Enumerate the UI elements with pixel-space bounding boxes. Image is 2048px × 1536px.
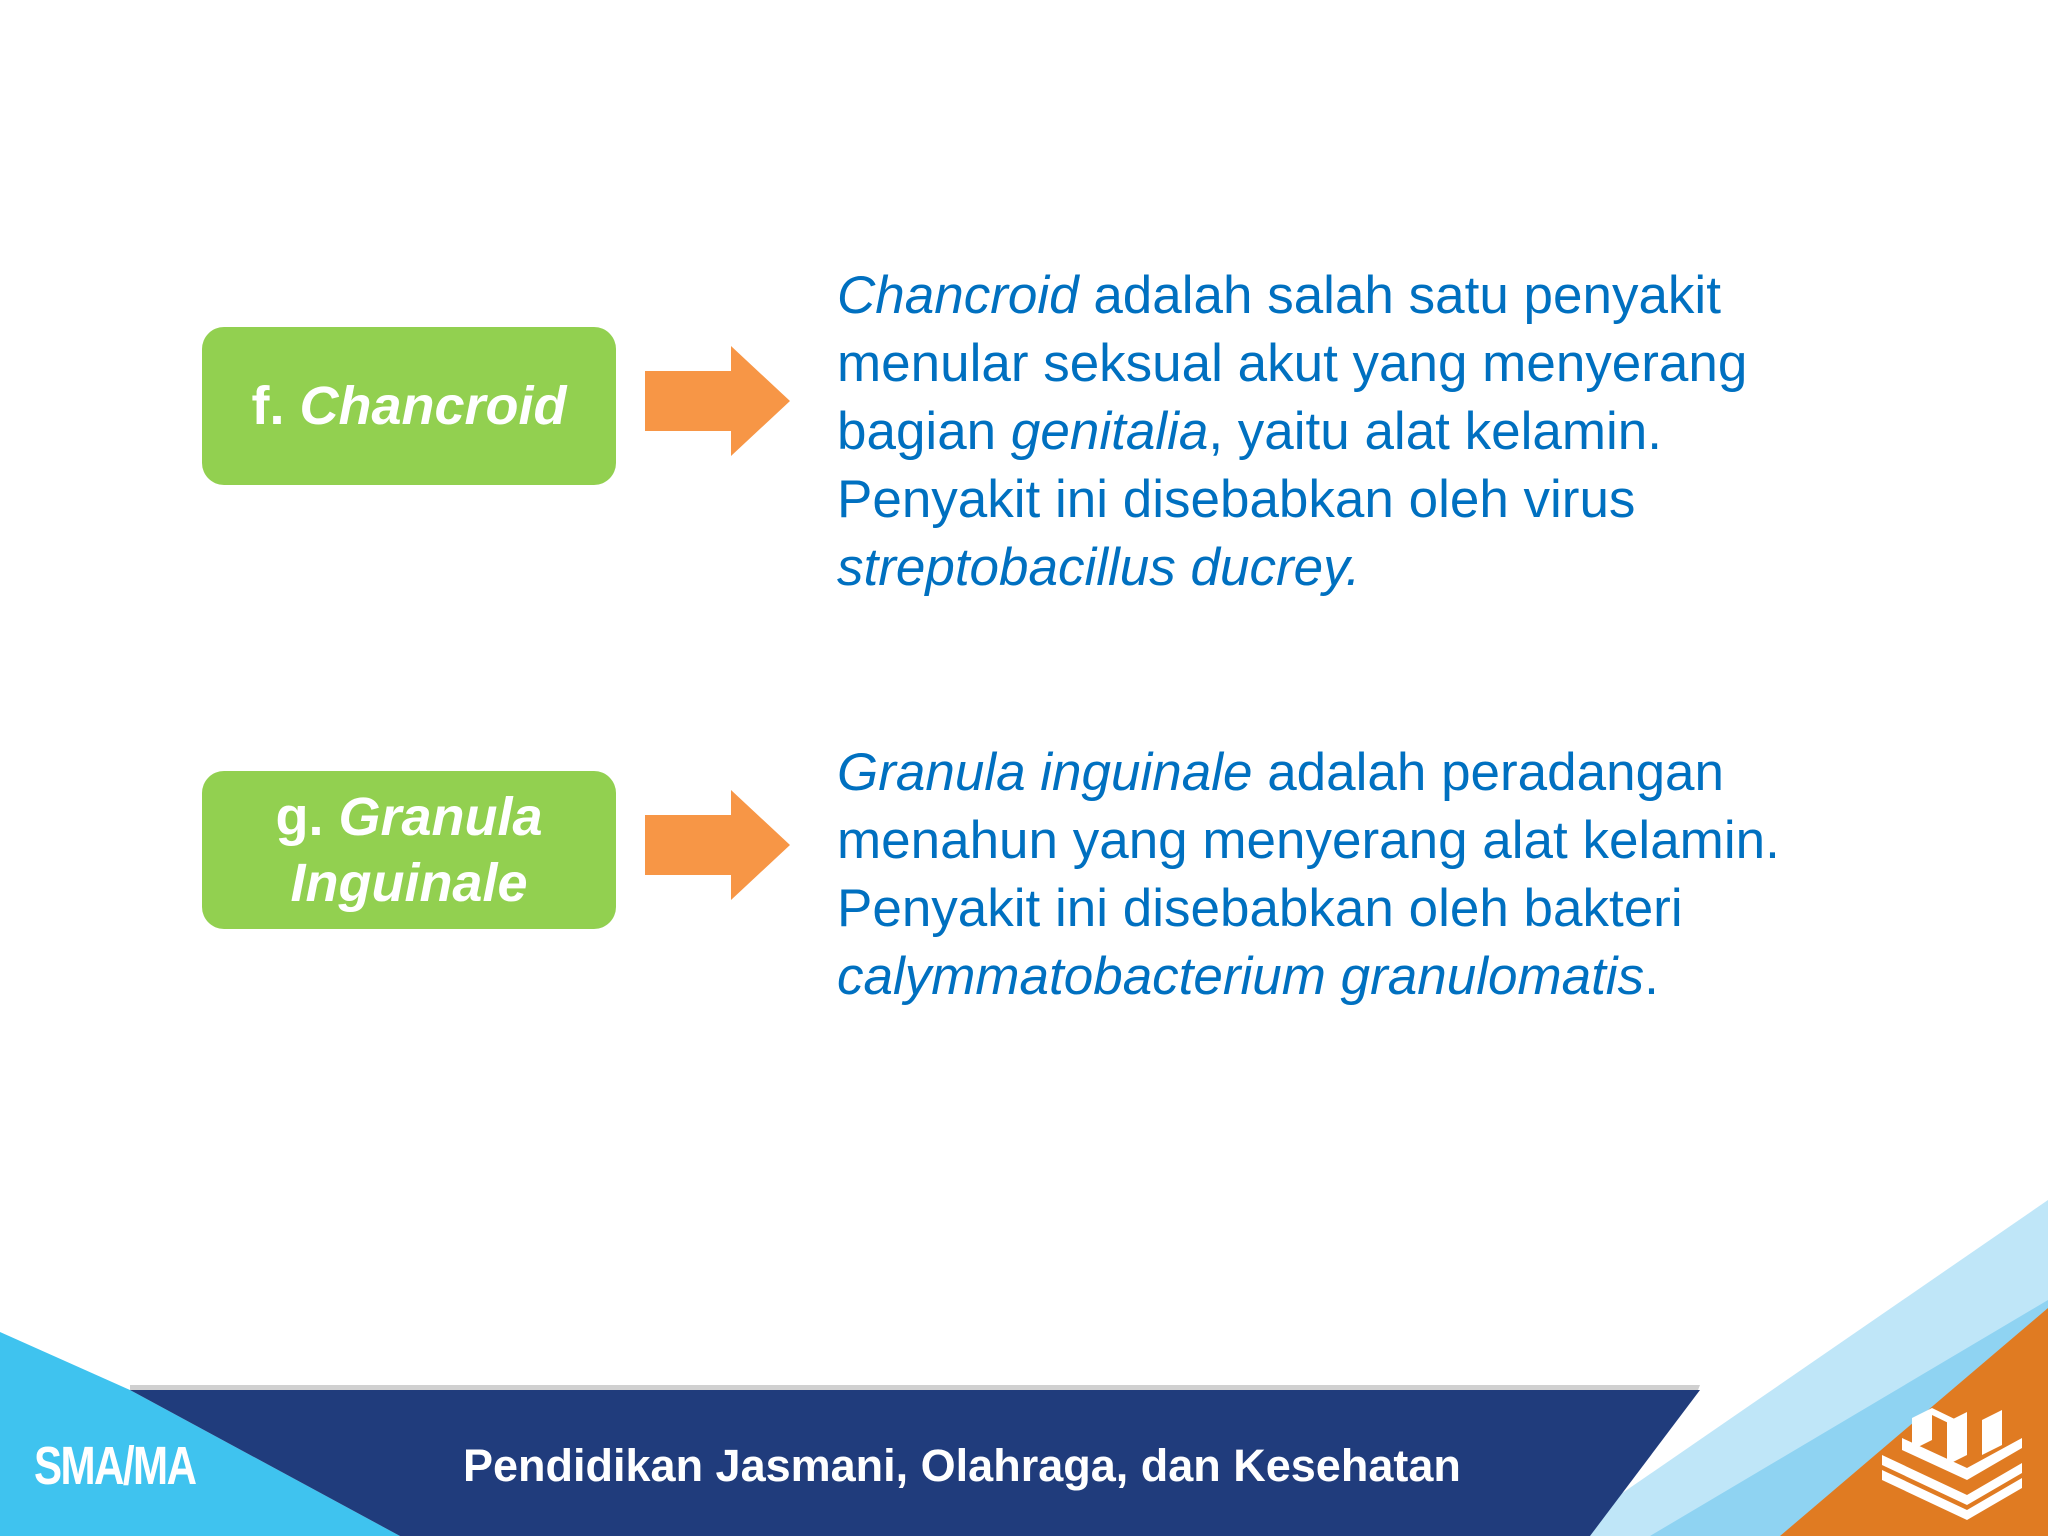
term-name: Chancroid xyxy=(299,376,567,436)
level-badge: SMA/MA xyxy=(34,1436,196,1496)
description-line: calymmatobacterium granulomatis. xyxy=(837,947,1659,1006)
right-arrow-icon xyxy=(645,790,790,900)
term-prefix: f. xyxy=(251,376,285,436)
description-line: Granula inguinale adalah peradangan xyxy=(837,743,1725,802)
term-box-granula-inguinale xyxy=(202,771,616,929)
book-logo-icon xyxy=(1872,1400,2032,1525)
description-granula-inguinale xyxy=(837,739,2027,1011)
term-name: Granula xyxy=(338,787,543,847)
description-line: bagian genitalia, yaitu alat kelamin. xyxy=(837,402,1662,461)
description-line: streptobacillus ducrey. xyxy=(837,538,1361,597)
description-line: Penyakit ini disebabkan oleh virus xyxy=(837,470,1636,529)
description-line: Chancroid adalah salah satu penyakit xyxy=(837,266,1721,325)
description-line: menular seksual akut yang menyerang xyxy=(837,334,1748,393)
right-arrow-icon xyxy=(645,346,790,456)
term-box-chancroid xyxy=(202,327,616,485)
description-chancroid xyxy=(837,262,2027,602)
description-line: menahun yang menyerang alat kelamin. xyxy=(837,811,1780,870)
footer-title: Pendidikan Jasmani, Olahraga, dan Kesehatan xyxy=(463,1440,1461,1491)
description-line: Penyakit ini disebabkan oleh bakteri xyxy=(837,879,1683,938)
term-name: Inguinale xyxy=(290,853,528,913)
term-prefix: g. xyxy=(275,787,324,847)
